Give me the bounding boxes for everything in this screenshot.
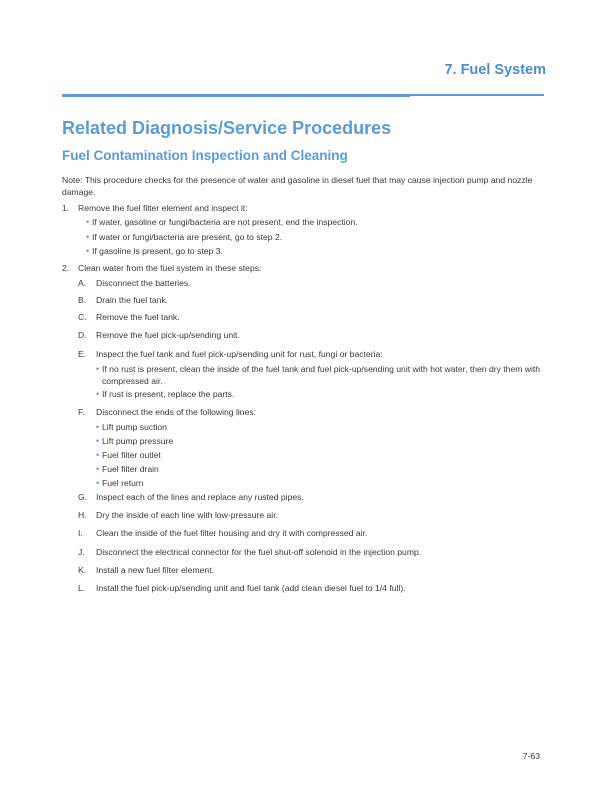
bullet-icon: •	[96, 436, 100, 446]
bullet-icon: •	[96, 364, 100, 374]
bullet-icon: •	[96, 478, 100, 488]
page-number: 7-63	[522, 751, 540, 761]
section-title: Fuel Contamination Inspection and Cleaning	[62, 148, 348, 163]
bullet-icon: •	[96, 450, 100, 460]
step-number: 1.	[62, 203, 70, 213]
page-title: Related Diagnosis/Service Procedures	[62, 118, 392, 138]
procedure-note: Note: This procedure checks for the presence of water and gasoline in diesel fuel that may cause injection pump and nozzle damage.	[62, 175, 533, 197]
bullet-icon: •	[96, 389, 100, 399]
step-text: Remove the fuel filter element and inspect it:	[78, 203, 248, 213]
chapter-header: 7. Fuel System	[444, 62, 546, 78]
step-number: 2.	[62, 263, 70, 273]
bullet-icon: •	[86, 217, 90, 227]
bullet-icon: •	[86, 232, 90, 242]
bullet-icon: •	[96, 464, 100, 474]
header-rule-accent	[62, 96, 410, 97]
step-text: Clean water from the fuel system in these steps:	[78, 263, 262, 273]
bullet-icon: •	[96, 422, 100, 432]
bullet-icon: •	[86, 246, 90, 256]
